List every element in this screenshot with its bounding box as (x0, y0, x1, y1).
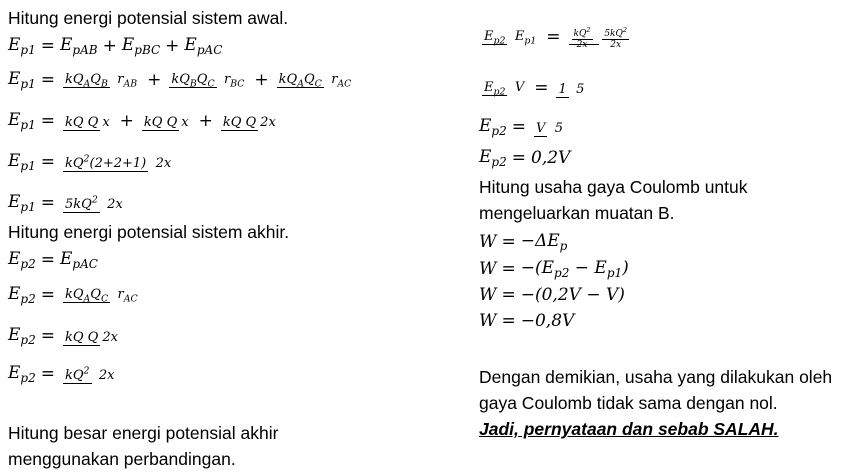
conclusion-verdict: Jadi, pernyataan dan sebab SALAH. (479, 419, 779, 439)
fraction-one-fifth: 1 5 (558, 82, 585, 97)
heading-ratio-1: Hitung besar energi potensial akhir (8, 423, 279, 443)
eq-work-difference: W = $-(E_{p2} - E_{p1})$ (479, 258, 629, 280)
fraction-ep2-v: $E_{p2}$ V (484, 80, 525, 98)
eq-ep1-fractions: $E_{p1}$ = $kQ_AQ_B$ $r_{AB}$ + $kQ_BQ_C$ $r_{BC}$ + $kQ_AQ_C$ $r_{AC}$ (8, 69, 352, 91)
fraction-5kq2: $5kQ^2$ 2x (65, 194, 123, 213)
eq-work-substituted: W = −(0,2V − V) (479, 285, 625, 305)
eq-ep2-sum: $E_{p2}$ = $E_{pAC}$ (8, 249, 98, 271)
eq-ep2-value: $E_{p2}$ = 0,2V (479, 147, 571, 169)
fraction-kqq-2x-final: kQ Q 2x (65, 330, 118, 345)
fraction-kqq-x-2: kQ Q x (143, 115, 189, 130)
heading-work-1: Hitung usaha gaya Coulomb untuk (479, 177, 748, 197)
eq-ep2-v5: $E_{p2}$ = V 5 (479, 116, 564, 138)
eq-ep1-result: $E_{p1}$ = $5kQ^2$ 2x (8, 192, 123, 214)
eq-ep2-substituted: $E_{p2}$ = kQ Q 2x (8, 325, 118, 347)
fraction-ab: $kQ_AQ_B$ $r_{AB}$ (65, 72, 138, 90)
fraction-ac-final: $kQ_AQ_C$ $r_{AC}$ (65, 287, 138, 305)
eq-ep1-substituted: $E_{p1}$ = kQ Q x + kQ Q x + kQ Q 2x (8, 110, 276, 132)
fraction-compound: $\frac{kQ^2}{2x}$ $\frac{5kQ^2}{2x}$ (569, 25, 632, 50)
eq-ep1-sum: $E_{p1}$ = $E_{pAB}$ + $E_{pBC}$ + $E_{pAC}$ (8, 35, 223, 57)
eq-ep1-combined: $E_{p1}$ = $kQ^2(2+2+1)$ 2x (8, 151, 172, 173)
fraction-kqq-2x: kQ Q 2x (222, 115, 276, 130)
fraction-kqq-x-1: kQ Q x (65, 115, 110, 130)
eq-work-delta: W = $-\Delta E_p$ (479, 231, 568, 253)
fraction-bc: $kQ_BQ_C$ $r_{BC}$ (171, 72, 245, 90)
heading-final-energy: Hitung energi potensial sistem akhir. (8, 222, 290, 242)
conclusion-line-2: gaya Coulomb tidak sama dengan nol. (479, 393, 778, 413)
eq-ratio-v: $E_{p2}$ V = 1 5 (484, 78, 585, 98)
heading-work-2: mengeluarkan muatan B. (479, 203, 675, 223)
eq-ep2-result: $E_{p2}$ = $kQ^2$ 2x (8, 363, 115, 385)
heading-initial-energy: Hitung energi potensial sistem awal. (8, 8, 289, 28)
fraction-kq2-2x: $kQ^2$ 2x (65, 365, 115, 384)
fraction-ep2-ep1: $E_{p2}$ $E_{p1}$ (484, 29, 537, 47)
eq-ratio: $E_{p2}$ $E_{p1}$ = $\frac{kQ^2}{2x}$ $\frac{5kQ^2}{2x}$ (479, 6, 635, 68)
fraction-ac: $kQ_AQ_C$ $r_{AC}$ (278, 72, 352, 90)
eq-work-result: W = −0,8V (479, 311, 575, 331)
conclusion-line-1: Dengan demikian, usaha yang dilakukan oleh (479, 367, 833, 387)
fraction-v-5: V 5 (536, 121, 564, 136)
heading-ratio-2: menggunakan perbandingan. (8, 449, 236, 469)
fraction-combined: $kQ^2(2+2+1)$ 2x (65, 153, 172, 172)
eq-ep2-fraction: $E_{p2}$ = $kQ_AQ_C$ $r_{AC}$ (8, 284, 138, 306)
